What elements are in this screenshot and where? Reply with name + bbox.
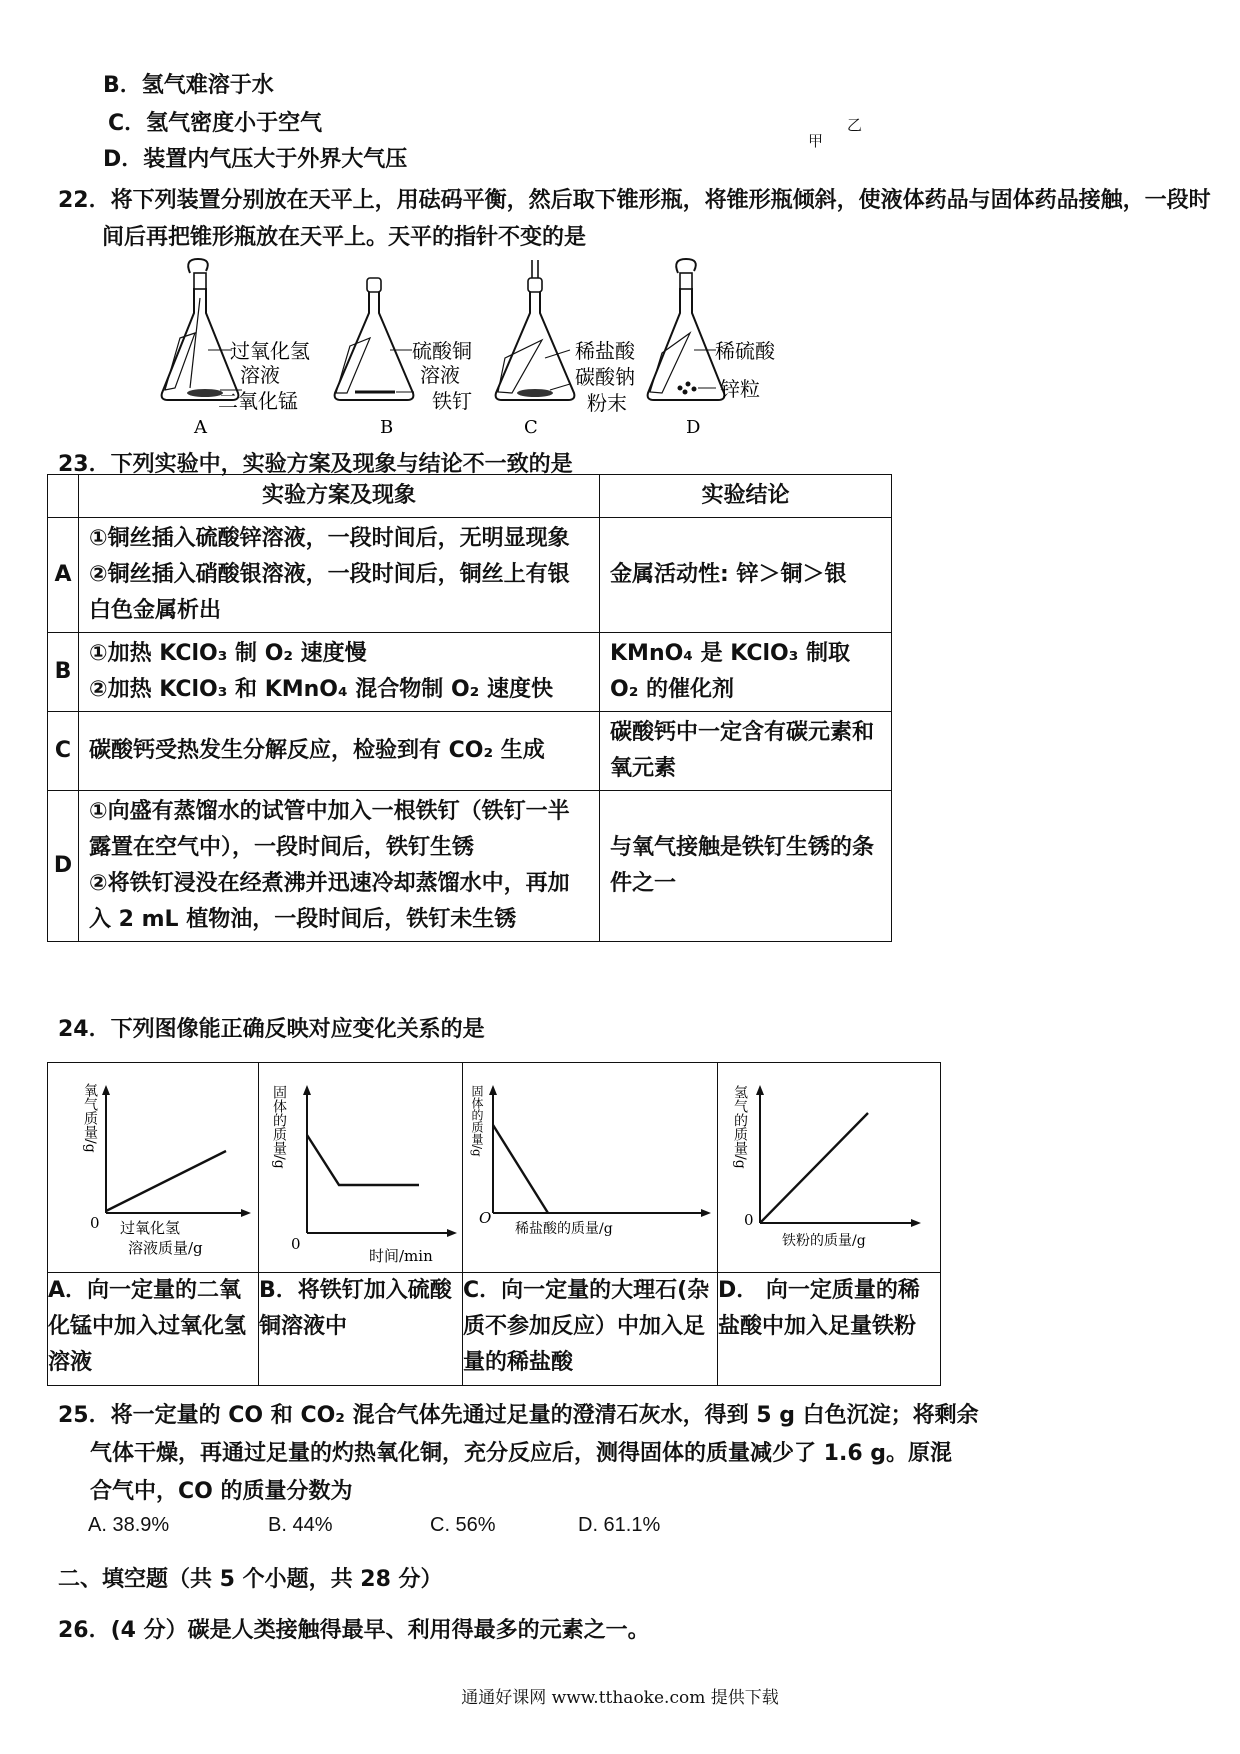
q23-header-plan: 实验方案及现象 xyxy=(79,475,600,518)
q23-header-blank xyxy=(48,475,79,518)
q21-option-c: C．氢气密度小于空气 xyxy=(108,111,323,136)
q23-table xyxy=(47,474,892,942)
graph-a-ylabel: 氧气质量/g xyxy=(82,1083,98,1153)
row-plan: 碳酸钙受热发生分解反应，检验到有 CO₂ 生成 xyxy=(79,712,600,791)
q24-stem: 24．下列图像能正确反映对应变化关系的是 xyxy=(58,1017,485,1042)
row-label: A xyxy=(48,518,79,633)
q21-label-yi: 乙 xyxy=(847,116,863,134)
q25-stem-line3: 合气中，CO 的质量分数为 xyxy=(90,1479,353,1504)
graph-c xyxy=(463,1063,717,1268)
table-row xyxy=(48,791,892,942)
q25-option-c: C. 56% xyxy=(430,1514,496,1536)
graph-b-caption: B．将铁钉加入硫酸铜溶液中 xyxy=(259,1273,463,1386)
q25-option-a: A. 38.9% xyxy=(88,1514,170,1536)
flask-a-label-3: 二氧化锰 xyxy=(218,389,298,413)
graph-d-caption: D． 向一定质量的稀盐酸中加入足量铁粉 xyxy=(718,1273,941,1386)
q25-stem-line2: 气体干燥，再通过足量的灼热氧化铜，充分反应后，测得固体的质量减少了 1.6 g。原混 xyxy=(90,1441,953,1466)
row-conclusion: 金属活动性: 锌＞铜＞银 xyxy=(600,518,892,633)
flask-c-label-1: 稀盐酸 xyxy=(575,339,635,363)
graph-a-xlabel-2: 溶液质量/g xyxy=(128,1239,203,1257)
q24-graph-table xyxy=(47,1062,941,1386)
graph-d-ylabel: 氢气的质量/g xyxy=(732,1085,748,1169)
graph-d-origin: 0 xyxy=(744,1211,754,1229)
flask-a-letter: A xyxy=(194,417,207,438)
row-label: C xyxy=(48,712,79,791)
flask-b xyxy=(335,278,414,400)
graph-c-cell xyxy=(463,1063,718,1273)
flask-d-label-2: 锌粒 xyxy=(720,377,760,401)
flask-a xyxy=(162,259,242,400)
flask-d-letter: D xyxy=(686,417,701,438)
graph-b-cell xyxy=(259,1063,463,1273)
q23-header-conclusion: 实验结论 xyxy=(600,475,892,518)
flask-c-label-2: 碳酸钠 xyxy=(575,365,635,389)
graph-c-origin: O xyxy=(479,1209,492,1227)
row-label: D xyxy=(48,791,79,942)
graph-d-cell xyxy=(718,1063,941,1273)
flask-d xyxy=(648,259,725,400)
flask-c-label-3: 粉末 xyxy=(587,391,627,415)
flask-b-letter: B xyxy=(380,417,394,438)
page-footer: 通通好课网 www.tthaoke.com 提供下载 xyxy=(461,1688,779,1708)
flask-b-label-2: 溶液 xyxy=(420,363,460,387)
row-conclusion: KMnO₄ 是 KClO₃ 制取 O₂ 的催化剂 xyxy=(600,633,892,712)
q22-stem-line2: 间后再把锥形瓶放在天平上。天平的指针不变的是 xyxy=(102,225,587,250)
graph-b xyxy=(259,1063,462,1268)
row-conclusion: 与氧气接触是铁钉生锈的条件之一 xyxy=(600,791,892,942)
flask-a-label-2: 溶液 xyxy=(240,363,280,387)
q21-option-b: B．氢气难溶于水 xyxy=(103,73,274,98)
graph-a xyxy=(48,1063,258,1268)
q23-stem: 23．下列实验中，实验方案及现象与结论不一致的是 xyxy=(58,452,573,477)
q22-stem-line1: 22．将下列装置分别放在天平上，用砝码平衡，然后取下锥形瓶，将锥形瓶倾斜，使液体药品与固体药品接触，一段时 xyxy=(58,188,1211,213)
graph-a-xlabel-1: 过氧化氢 xyxy=(120,1219,181,1237)
q25-option-b: B. 44% xyxy=(268,1514,333,1536)
q22-flasks-figure xyxy=(150,258,850,438)
graph-b-ylabel: 固体的质量/g xyxy=(271,1085,287,1169)
graph-b-xlabel: 时间/min xyxy=(369,1247,433,1265)
graph-c-xlabel: 稀盐酸的质量/g xyxy=(515,1221,613,1237)
q26-stem: 26．(4 分）碳是人类接触得最早、利用得最多的元素之一。 xyxy=(58,1618,650,1643)
table-row xyxy=(48,633,892,712)
row-plan: ①加热 KClO₃ 制 O₂ 速度慢 ②加热 KClO₃ 和 KMnO₄ 混合物制 O₂ 速度快 xyxy=(79,633,600,712)
graph-a-origin: 0 xyxy=(90,1214,100,1232)
q21-option-d: D．装置内气压大于外界大气压 xyxy=(103,147,408,172)
graph-a-caption: A．向一定量的二氧化锰中加入过氧化氢溶液 xyxy=(48,1273,259,1386)
row-plan: ①向盛有蒸馏水的试管中加入一根铁钉（铁钉一半露置在空气中），一段时间后，铁钉生锈 ②将铁钉浸没在经煮沸并迅速冷却蒸馏水中，再加入 2 mL 植物油，一段时间后，铁钉未生锈 xyxy=(79,791,600,942)
row-label: B xyxy=(48,633,79,712)
graph-d-xlabel: 铁粉的质量/g xyxy=(782,1233,866,1249)
flask-a-label-1: 过氧化氢 xyxy=(230,339,310,363)
flask-b-label-3: 铁钉 xyxy=(432,389,472,413)
q25-stem-line1: 25．将一定量的 CO 和 CO₂ 混合气体先通过足量的澄清石灰水，得到 5 g 白色沉淀；将剩余 xyxy=(58,1403,979,1428)
graph-b-origin: 0 xyxy=(291,1235,301,1253)
graph-c-caption: C．向一定量的大理石(杂质不参加反应）中加入足量的稀盐酸 xyxy=(463,1273,718,1386)
section-2-heading: 二、填空题（共 5 个小题，共 28 分） xyxy=(58,1567,443,1592)
flask-b-label-1: 硫酸铜 xyxy=(412,339,472,363)
table-row xyxy=(48,518,892,633)
q21-label-jia: 甲 xyxy=(808,132,824,150)
table-row xyxy=(48,712,892,791)
flask-c xyxy=(496,260,575,400)
flask-d-label-1: 稀硫酸 xyxy=(715,339,775,363)
row-conclusion: 碳酸钙中一定含有碳元素和氧元素 xyxy=(600,712,892,791)
flask-c-letter: C xyxy=(524,417,538,438)
graph-a-cell xyxy=(48,1063,259,1273)
graph-d xyxy=(718,1063,938,1268)
graph-c-ylabel: 固体的质量/g xyxy=(470,1085,484,1157)
row-plan: ①铜丝插入硫酸锌溶液，一段时间后，无明显现象 ②铜丝插入硝酸银溶液，一段时间后，铜丝上有银白色金属析出 xyxy=(79,518,600,633)
q25-option-d: D. 61.1% xyxy=(578,1514,661,1536)
